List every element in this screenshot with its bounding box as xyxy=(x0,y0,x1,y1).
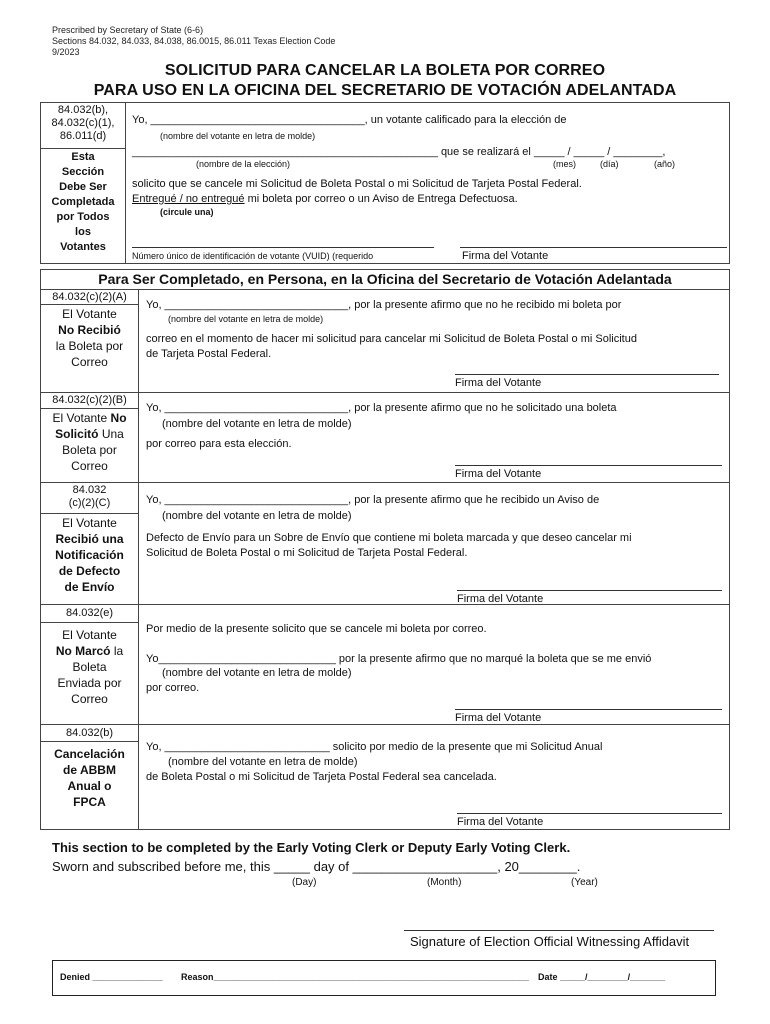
voter-name-field[interactable]: Yo, ___________________________________, un votante calificado para la elección de xyxy=(132,114,567,126)
reason-field[interactable]: Reason_______________________________________________________________ xyxy=(181,972,529,982)
denied-field[interactable]: Denied ______________ xyxy=(60,972,163,982)
row3-text: Defecto de Envío para un Sobre de Envío que contiene mi boleta marcada y que deseo cancelar mi xyxy=(146,532,632,544)
sections-line: Sections 84.032, 84.033, 84.038, 86.0015, 86.011 Texas Election Code xyxy=(52,36,336,46)
title-line-2: PARA USO EN LA OFICINA DEL SECRETARIO DE VOTACIÓN ADELANTADA xyxy=(93,82,677,99)
code-divider xyxy=(40,513,139,514)
row2-text: por correo para esta elección. xyxy=(146,438,292,450)
election-hint: (nombre de la elección) xyxy=(196,159,291,169)
label-line: Correo xyxy=(71,459,108,473)
row5-label xyxy=(40,746,139,810)
label-line: Correo xyxy=(71,692,108,706)
row5-name-field[interactable]: Yo, ___________________________ solicito por medio de la presente que mi Solicitud Anual xyxy=(146,741,603,753)
row1-label xyxy=(40,306,139,370)
row1-name-hint: (nombre del votante en letra de molde) xyxy=(168,314,324,324)
code-divider xyxy=(40,408,139,409)
version-date: 9/2023 xyxy=(52,47,80,57)
top-signature-line[interactable] xyxy=(460,247,727,248)
label-line: de Defecto xyxy=(58,564,121,578)
clerk-heading: This section to be completed by the Early Voting Clerk or Deputy Early Voting Clerk. xyxy=(52,840,571,855)
row3-signature-line[interactable] xyxy=(457,590,722,591)
label-line: Cancelación xyxy=(54,747,125,761)
row4-name-hint: (nombre del votante en letra de molde) xyxy=(162,667,352,679)
side-label-line: Debe Ser xyxy=(59,181,107,193)
row1-signature-label: Firma del Votante xyxy=(455,377,542,389)
label-line: El Votante xyxy=(62,307,117,321)
top-signature-label: Firma del Votante xyxy=(462,250,549,262)
label-line: FPCA xyxy=(73,795,106,809)
row2-name-hint: (nombre del votante en letra de molde) xyxy=(162,418,352,430)
row1-name-field[interactable]: Yo, ______________________________, por la presente afirmo que no he recibido mi boleta por xyxy=(146,299,622,311)
row5-code: 84.032(b) xyxy=(65,727,114,739)
row3-signature-label: Firma del Votante xyxy=(457,593,544,605)
top-code-divider xyxy=(40,148,126,149)
label-line: Enviada por xyxy=(57,676,122,690)
code-line: 84.032(b), xyxy=(57,104,109,116)
row2-signature-label: Firma del Votante xyxy=(455,468,542,480)
label-line: de ABBM xyxy=(63,763,116,777)
label-line: El Votante xyxy=(62,628,117,642)
year-hint: (año) xyxy=(654,159,676,169)
label-line: Boleta por xyxy=(62,443,117,457)
label-line: No Recibió xyxy=(58,323,121,337)
row2-name-field[interactable]: Yo, ______________________________, por la presente afirmo que no he solicitado una boleta xyxy=(146,402,617,414)
vuid-line[interactable] xyxy=(132,247,434,248)
label-part: No xyxy=(110,411,127,425)
code-line: 86.011(d) xyxy=(59,130,107,142)
code-divider xyxy=(40,622,139,623)
code-line: (c)(2)(C) xyxy=(68,497,111,509)
official-signature-line[interactable] xyxy=(404,930,714,931)
official-signature-label: Signature of Election Official Witnessing Affidavit xyxy=(410,934,690,949)
label-part: Una xyxy=(101,427,124,441)
row1-text-2: de Tarjeta Postal Federal. xyxy=(146,348,272,360)
row3-name-field[interactable]: Yo, ______________________________, por la presente afirmo que he recibido un Aviso de xyxy=(146,494,600,506)
month-hint: (Month) xyxy=(427,877,462,888)
returned-rest: mi boleta por correo o un Aviso de Entrega Defectuosa. xyxy=(244,193,518,205)
row4-signature-line[interactable] xyxy=(455,709,722,710)
day-hint: (Day) xyxy=(292,877,317,888)
row1-text: correo en el momento de hacer mi solicitud para cancelar mi Solicitud de Boleta Postal o mi Solicitud xyxy=(146,333,637,345)
label-line: Notificación xyxy=(55,548,124,562)
label-line: Boleta xyxy=(72,660,107,674)
year-hint: (Year) xyxy=(571,877,598,888)
row4-label xyxy=(40,627,139,707)
label-line: Recibió una xyxy=(55,532,124,546)
code-line: 84.032 xyxy=(72,484,107,496)
side-label-line: Completada xyxy=(51,196,115,208)
row5-signature-line[interactable] xyxy=(457,813,722,814)
row-divider xyxy=(40,724,730,725)
election-field[interactable]: __________________________________________________ que se realizará el _____ / _____ / ________, xyxy=(132,146,666,158)
row4-signature-label: Firma del Votante xyxy=(455,712,542,724)
row4-name-field[interactable]: Yo_____________________________ por la presente afirmo que no marqué la boleta que se me envió xyxy=(146,653,652,665)
row-divider xyxy=(40,482,730,483)
label-line: la Boleta por xyxy=(55,339,124,353)
row3-text-2: Solicitud de Boleta Postal o mi Solicitud de Tarjeta Postal Federal. xyxy=(146,547,468,559)
top-codes xyxy=(40,104,126,143)
row4-code: 84.032(e) xyxy=(65,607,114,619)
month-hint: (mes) xyxy=(553,159,576,169)
prescribed-line: Prescribed by Secretary of State (6-6) xyxy=(52,25,204,35)
circle-hint: (circule una) xyxy=(160,207,214,217)
top-side-label xyxy=(40,150,126,255)
day-hint: (día) xyxy=(600,159,619,169)
label-part: Solicitó xyxy=(55,427,99,441)
label-part: El Votante xyxy=(52,411,108,425)
row5-text: de Boleta Postal o mi Solicitud de Tarjeta Postal Federal sea cancelada. xyxy=(146,771,497,783)
row4-request: Por medio de la presente solicito que se cancele mi boleta por correo. xyxy=(146,623,487,635)
label-line: El Votante xyxy=(62,516,117,530)
voter-name-hint: (nombre del votante en letra de molde) xyxy=(160,131,316,141)
row-divider xyxy=(40,392,730,393)
returned-choice[interactable]: Entregué / no entregué xyxy=(132,193,245,205)
code-divider xyxy=(40,741,139,742)
row-divider xyxy=(40,604,730,605)
label-part: No Marcó xyxy=(55,644,111,658)
row3-label xyxy=(40,515,139,595)
row4-text: por correo. xyxy=(146,682,200,694)
returned-statement xyxy=(132,193,518,206)
row2-signature-line[interactable] xyxy=(455,465,722,466)
code-divider xyxy=(40,304,139,305)
row3-code xyxy=(40,484,139,510)
label-part: la xyxy=(113,644,124,658)
row5-name-hint: (nombre del votante en letra de molde) xyxy=(168,756,358,768)
vuid-label: Número único de identificación de votante (VUID) (requerido xyxy=(132,251,374,261)
label-line: de Envío xyxy=(64,580,115,594)
side-label-line: Votantes xyxy=(60,241,106,253)
row5-signature-label: Firma del Votante xyxy=(457,816,544,828)
row2-code: 84.032(c)(2)(B) xyxy=(52,394,127,406)
sworn-statement[interactable]: Sworn and subscribed before me, this _____ day of ____________________, 20________. xyxy=(52,859,581,874)
row1-signature-line[interactable] xyxy=(455,374,719,375)
label-line: Correo xyxy=(71,355,108,369)
row2-label xyxy=(40,410,139,474)
side-label-line: Sección xyxy=(61,166,105,178)
request-statement: solicito que se cancele mi Solicitud de Boleta Postal o mi Solicitud de Tarjeta Postal Federal. xyxy=(132,178,582,190)
row1-code: 84.032(c)(2)(A) xyxy=(52,291,127,303)
row3-name-hint: (nombre del votante en letra de molde) xyxy=(162,510,352,522)
in-person-heading: Para Ser Completado, en Persona, en la Oficina del Secretario de Votación Adelantada xyxy=(98,271,672,287)
side-label-line: los xyxy=(75,226,91,238)
side-label-line: Esta xyxy=(71,151,95,163)
title-line-1: SOLICITUD PARA CANCELAR LA BOLETA POR CORREO xyxy=(164,62,606,79)
heading-divider xyxy=(40,289,730,290)
side-label-line: por Todos xyxy=(56,211,110,223)
date-field[interactable]: Date _____/________/_______ xyxy=(538,972,666,982)
label-line: Anual o xyxy=(67,779,112,793)
code-line: 84.032(c)(1), xyxy=(51,117,115,129)
